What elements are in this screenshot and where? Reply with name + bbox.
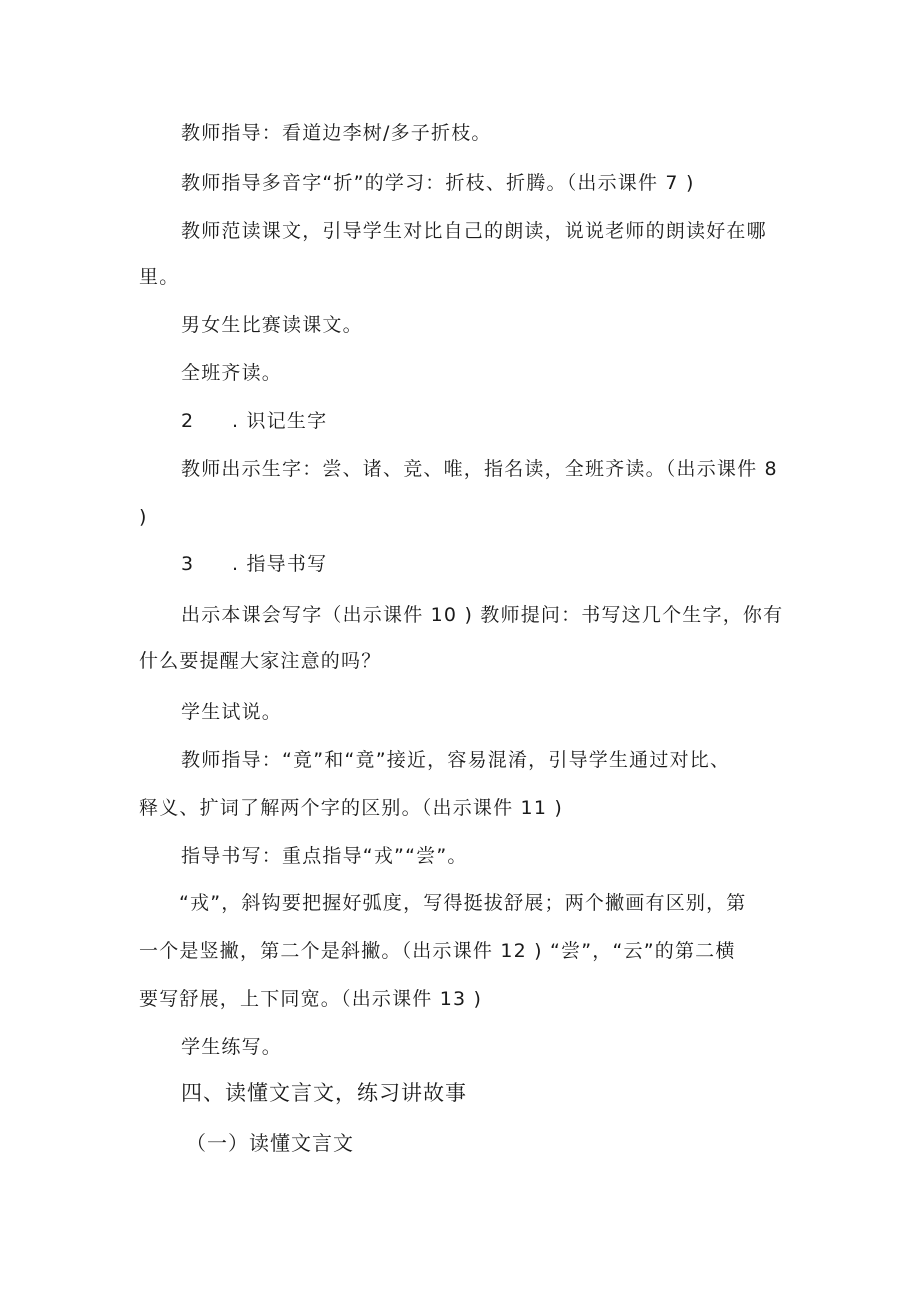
paragraph-line: 教师指导：“竟”和“竟”接近，容易混淆，引导学生通过对比、	[181, 749, 731, 771]
paragraph-line: 什么要提醒大家注意的吗？	[139, 650, 382, 672]
section-title: . 指导书写	[232, 553, 328, 575]
section-number: 3	[181, 553, 194, 575]
paragraph-line: 教师指导：看道边李树/多子折枝。	[181, 122, 492, 144]
paragraph-line: 一个是竖撇，第二个是斜撇。（出示课件 12 ) “尝”，“云”的第二横	[139, 940, 736, 962]
paragraph-line: 释义、扩词了解两个字的区别。（出示课件 11 )	[139, 797, 563, 819]
section-number: 2	[181, 410, 194, 432]
paragraph-line: 学生练写。	[181, 1036, 283, 1058]
paragraph-line: “戎”，斜钩要把握好弧度，写得挺拔舒展；两个撇画有区别，第	[179, 892, 747, 914]
chapter-heading: 四、读懂文言文，练习讲故事	[181, 1081, 467, 1105]
paragraph-line: 教师指导多音字“折”的学习：折枝、折腾。（出示课件 7 )	[181, 172, 695, 194]
paragraph-line: 教师范读课文，引导学生对比自己的朗读，说说老师的朗读好在哪	[181, 220, 767, 242]
paragraph-line: 全班齐读。	[181, 362, 283, 384]
paragraph-line: 指导书写：重点指导“戎”“尝”。	[181, 845, 468, 867]
paragraph-line: 男女生比赛读课文。	[181, 314, 363, 336]
paragraph-line: 出示本课会写字（出示课件 10 ) 教师提问：书写这几个生字，你有	[181, 604, 784, 626]
section-title: . 识记生字	[232, 410, 328, 432]
sub-heading: （一）读懂文言文	[186, 1131, 354, 1155]
paragraph-line: 里。	[139, 266, 180, 288]
paragraph-line: 教师出示生字：尝、诸、竞、唯，指名读，全班齐读。（出示课件 8	[181, 458, 778, 480]
paragraph-line: )	[139, 506, 148, 528]
paragraph-line: 学生试说。	[181, 701, 283, 723]
paragraph-line: 要写舒展，上下同宽。（出示课件 13 )	[139, 988, 483, 1010]
